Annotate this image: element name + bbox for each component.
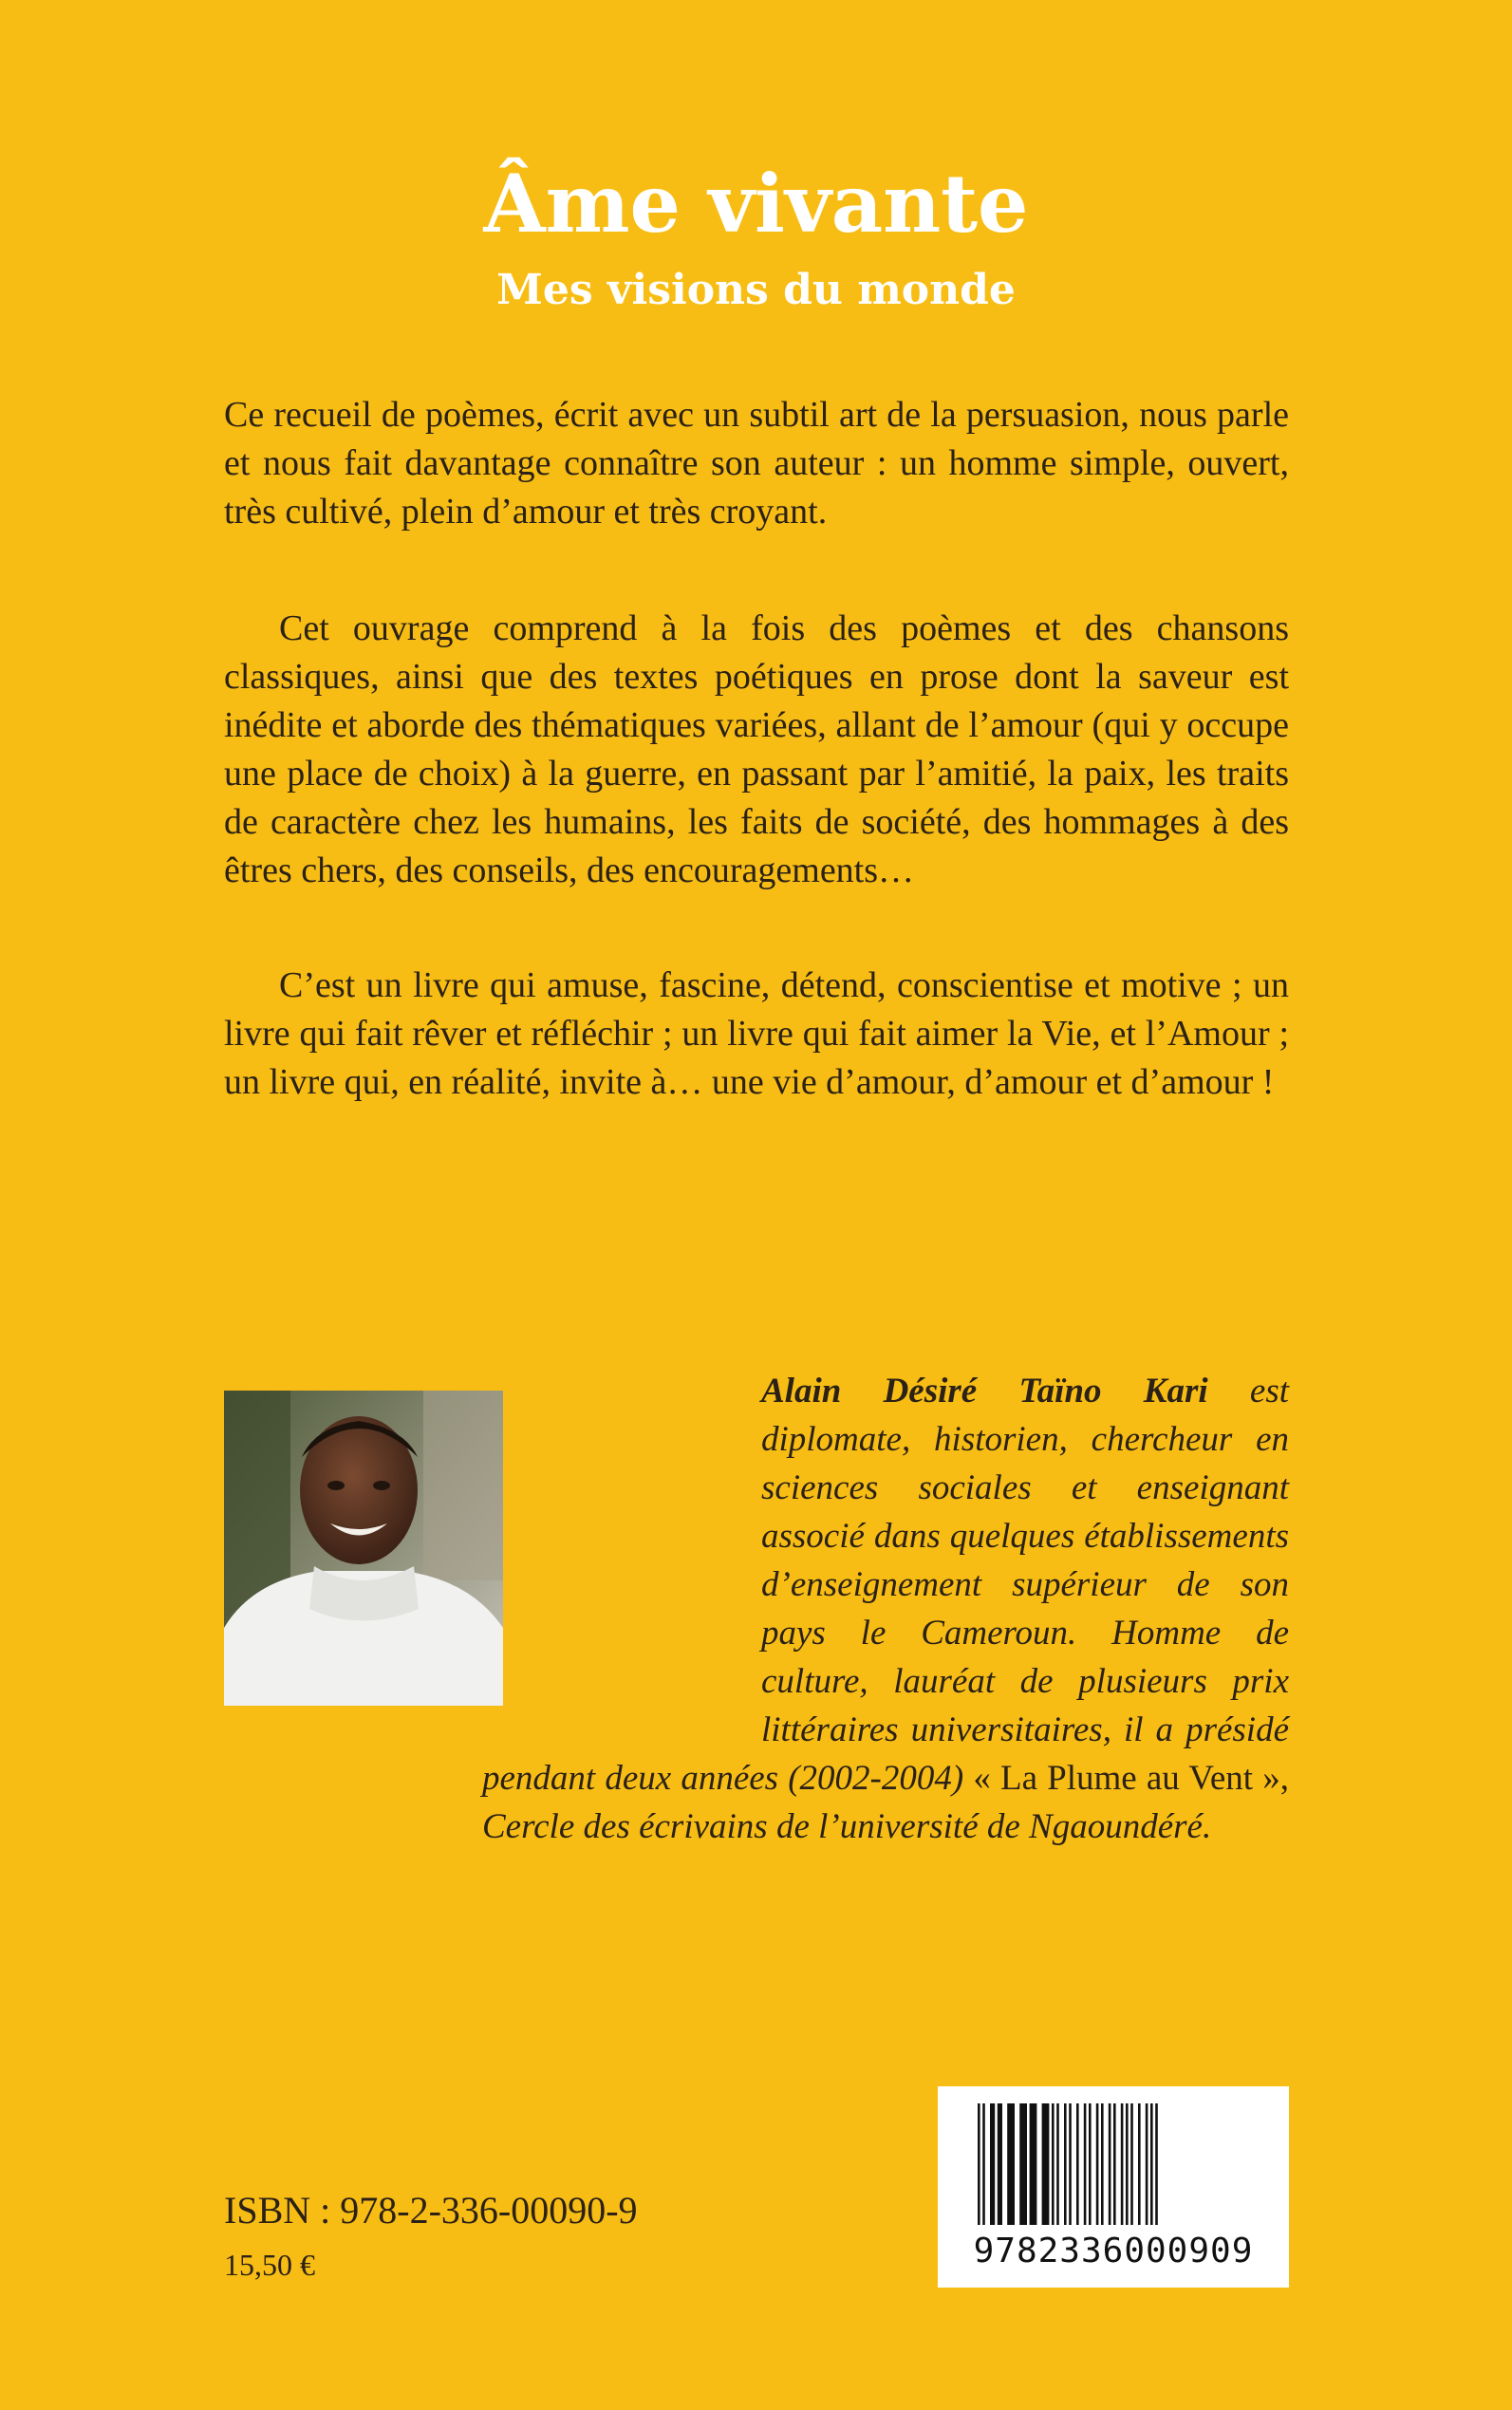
barcode-bar	[978, 2103, 980, 2225]
author-photo	[224, 1391, 503, 1706]
barcode-bar	[1084, 2103, 1087, 2225]
barcode-digits: 9782336000909	[973, 2232, 1254, 2270]
barcode-bar	[1109, 2103, 1111, 2225]
barcode-bar	[1155, 2103, 1158, 2225]
book-title: Âme vivante	[483, 157, 1029, 251]
barcode-bar	[1121, 2103, 1124, 2225]
barcode-bar	[1076, 2103, 1079, 2225]
barcode-bar	[1150, 2103, 1153, 2225]
blurb-paragraph-1: Ce recueil de poèmes, écrit avec un subtil art de la persuasion, nous parle et nous fait davantage connaître son auteur : un homme simple, ouvert, très cultivé, plein d’amour et très croyant.	[224, 395, 1289, 532]
barcode-bar	[1138, 2103, 1141, 2225]
price-label: 15,50 €	[224, 2248, 315, 2282]
barcode-bar	[998, 2103, 1002, 2225]
barcode-bar	[982, 2103, 985, 2225]
book-subtitle: Mes visions du monde	[496, 266, 1016, 314]
barcode-bars	[938, 2086, 1289, 2238]
barcode-bar	[1146, 2103, 1148, 2225]
barcode-bar	[1069, 2103, 1072, 2225]
barcode-bar	[1056, 2103, 1059, 2225]
barcode-bar	[1007, 2103, 1015, 2225]
barcode-bar	[1030, 2103, 1037, 2225]
barcode-bar	[1052, 2103, 1055, 2225]
author-bio-text-2: Cercle des écrivains de l’université de Ngaoundéré.	[482, 1807, 1212, 1846]
barcode-bar	[1096, 2103, 1099, 2225]
author-bio-text-1: est diplomate, historien, chercheur en sciences sociales et enseignant associé dans quelques établissements d’enseignement supérieur de son pays le Cameroun. Homme de culture, lauréat de plusieurs prix littéraires universitaires, il a présidé pendant deux années (2002-2004)	[482, 1372, 1289, 1798]
barcode-bar	[1130, 2103, 1133, 2225]
barcode-bar	[1064, 2103, 1067, 2225]
barcode-bar	[1101, 2103, 1104, 2225]
barcode	[938, 2086, 1289, 2288]
author-bio-quote: « La Plume au Vent »,	[973, 1759, 1289, 1798]
barcode-bar	[1042, 2103, 1050, 2225]
barcode-bar	[990, 2103, 995, 2225]
author-bio	[482, 1367, 1289, 1851]
barcode-bar	[1126, 2103, 1129, 2225]
author-name: Alain Désiré Taïno Kari	[761, 1372, 1208, 1411]
barcode-bar	[1019, 2103, 1027, 2225]
isbn-label: ISBN : 978-2-336-00090-9	[224, 2189, 638, 2232]
barcode-bar	[1089, 2103, 1092, 2225]
blurb-paragraph-3: C’est un livre qui amuse, fascine, détend, conscientise et motive ; un livre qui fait rêver et réfléchir ; un livre qui fait aimer la Vie, et l’Amour ; un livre qui, en réalité, invite à… une vie d’amour, d’amour et d’amour !	[224, 965, 1289, 1102]
blurb-paragraph-2: Cet ouvrage comprend à la fois des poèmes et des chansons classiques, ainsi que des textes poétiques en prose dont la saveur est inédite et aborde des thématiques variées, allant de l’amour (qui y occupe une place de choix) à la guerre, en passant par l’amitié, la paix, les traits de caractère chez les humains, les faits de société, des hommages à des êtres chers, des conseils, des encouragements…	[224, 608, 1289, 890]
barcode-bar	[1113, 2103, 1116, 2225]
